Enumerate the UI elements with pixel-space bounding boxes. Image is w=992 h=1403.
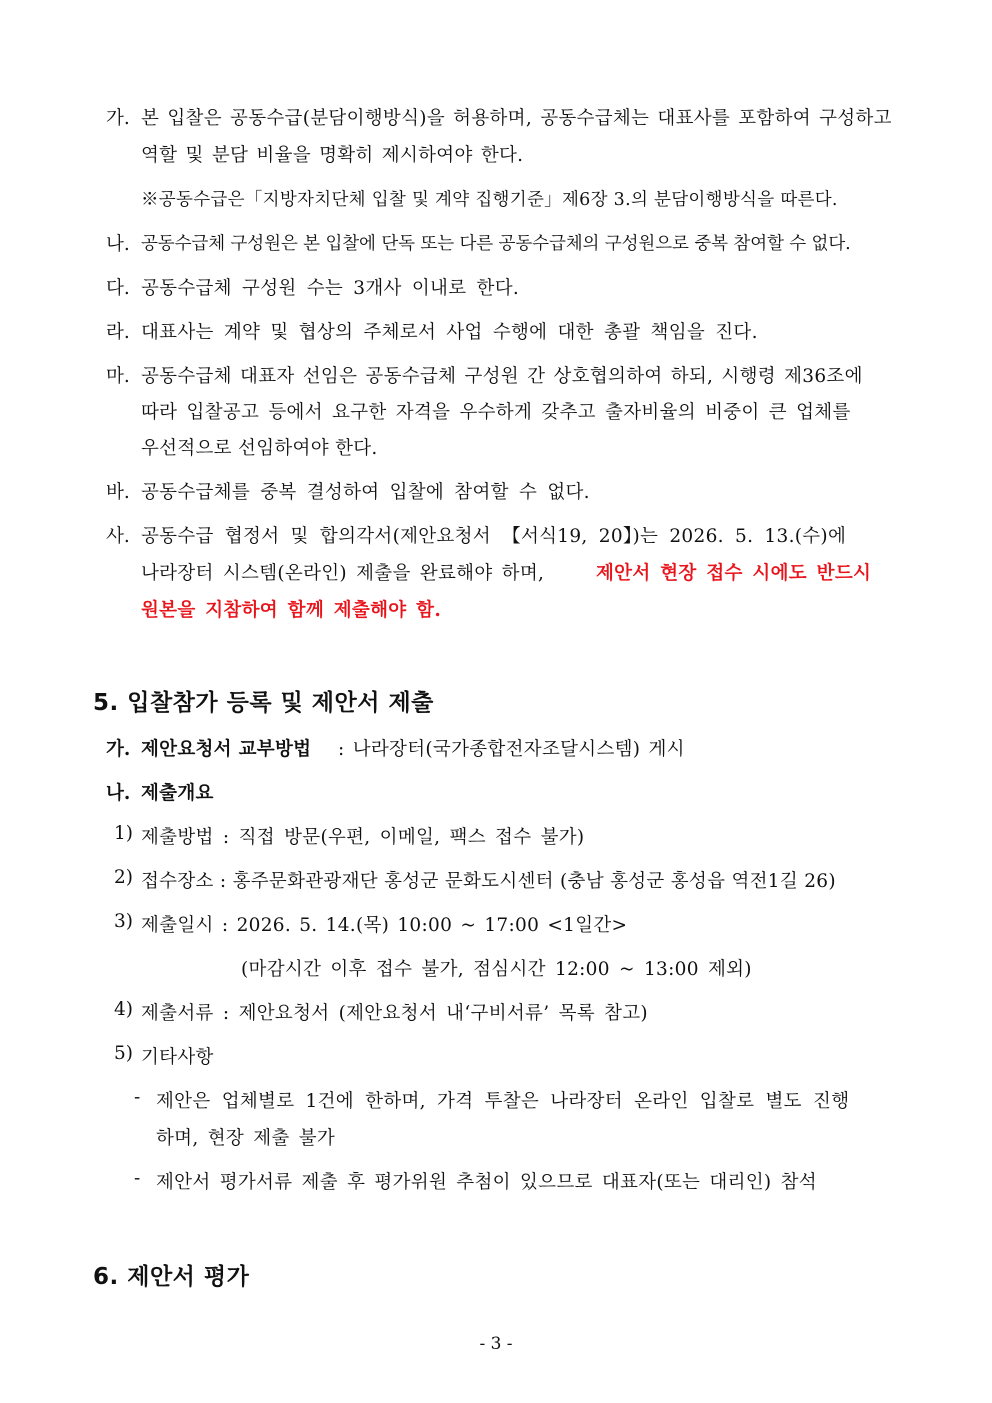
item-text-line: 공동수급체 구성원 수는 3개사 이내로 한다. [141, 278, 520, 299]
note-text: ※공동수급은「지방자치단체 입찰 및 계약 집행기준」제6장 3.의 분담이행방식을 따른다. [141, 190, 838, 210]
item-marker: 라. [106, 322, 130, 343]
list-item: 기타사항 [141, 1047, 214, 1068]
item-label: 제출개요 [141, 783, 214, 804]
dash-item-line: 하며, 현장 제출 불가 [156, 1128, 336, 1149]
item-marker: 바. [106, 482, 130, 503]
page-number: - 3 - [479, 1334, 513, 1354]
dash-item-line: 제안은 업체별로 1건에 한하며, 가격 투찰은 나라장터 온라인 입찰로 별도 진행 [156, 1091, 850, 1112]
item-marker: 나. [106, 234, 130, 255]
item-marker: 다. [106, 278, 130, 299]
item-text-line: 나라장터 시스템(온라인) 제출을 완료해야 하며, [141, 563, 545, 584]
item-marker: 가. [106, 739, 131, 760]
item-text-line: 공동수급체 구성원은 본 입찰에 단독 또는 다른 공동수급체의 구성원으로 중복 참여할 수 없다. [141, 234, 851, 254]
item-value: : 나라장터(국가종합전자조달시스템) 게시 [338, 739, 685, 760]
item-text-line: 공동수급체 대표자 선임은 공동수급체 구성원 간 상호협의하여 하되, 시행령 제36조에 [141, 366, 863, 387]
item-text-line: 역할 및 분담 비율을 명확히 제시하여야 한다. [141, 145, 524, 166]
dash-item-line: 제안서 평가서류 제출 후 평가위원 추첨이 있으므로 대표자(또는 대리인) 참석 [156, 1172, 817, 1193]
list-item: 제출서류 : 제안요청서 (제안요청서 내‘구비서류’ 목록 참고) [141, 1003, 648, 1024]
list-number: 5) [114, 1043, 133, 1064]
list-item: 제출방법 : 직접 방문(우편, 이메일, 팩스 접수 불가) [141, 827, 585, 848]
list-item: 접수장소 : 홍주문화관광재단 홍성군 문화도시센터 (충남 홍성군 홍성읍 역전1길 26) [141, 871, 836, 892]
item-text-line: 공동수급체를 중복 결성하여 입찰에 참여할 수 없다. [141, 482, 590, 503]
item-text-line: 공동수급 협정서 및 합의각서(제안요청서 【서식19, 20】)는 2026. 5. 13.(수)에 [141, 526, 847, 547]
item-marker: 사. [106, 526, 130, 547]
emphasis-text: 제안서 현장 접수 시에도 반드시 [596, 563, 872, 584]
list-item: 제출일시 : 2026. 5. 14.(목) 10:00 ~ 17:00 <1일간> [141, 915, 628, 936]
list-number: 1) [114, 823, 133, 844]
item-marker: 마. [106, 366, 130, 387]
section-heading: 6. 제안서 평가 [93, 1264, 250, 1290]
item-label: 제안요청서 교부방법 [141, 739, 312, 760]
item-text-line: 대표사는 계약 및 협상의 주체로서 사업 수행에 대한 총괄 책임을 진다. [141, 322, 758, 343]
section-heading: 5. 입찰참가 등록 및 제안서 제출 [93, 690, 434, 716]
list-number: 2) [114, 867, 133, 888]
emphasis-text: 원본을 지참하여 함께 제출해야 함. [141, 600, 442, 621]
item-text-line: 따라 입찰공고 등에서 요구한 자격을 우수하게 갖추고 출자비율의 비중이 큰 업체를 [141, 402, 851, 423]
item-marker: 가. [106, 108, 130, 129]
list-item-note: (마감시간 이후 접수 불가, 점심시간 12:00 ~ 13:00 제외) [241, 959, 752, 980]
dash-marker: - [134, 1087, 141, 1108]
list-number: 3) [114, 911, 133, 932]
list-number: 4) [114, 999, 133, 1020]
item-text-line: 본 입찰은 공동수급(분담이행방식)을 허용하며, 공동수급체는 대표사를 포함하여 구성하고 [141, 108, 892, 129]
dash-marker: - [134, 1168, 141, 1189]
item-marker: 나. [106, 783, 131, 804]
item-text-line: 우선적으로 선임하여야 한다. [141, 438, 378, 459]
